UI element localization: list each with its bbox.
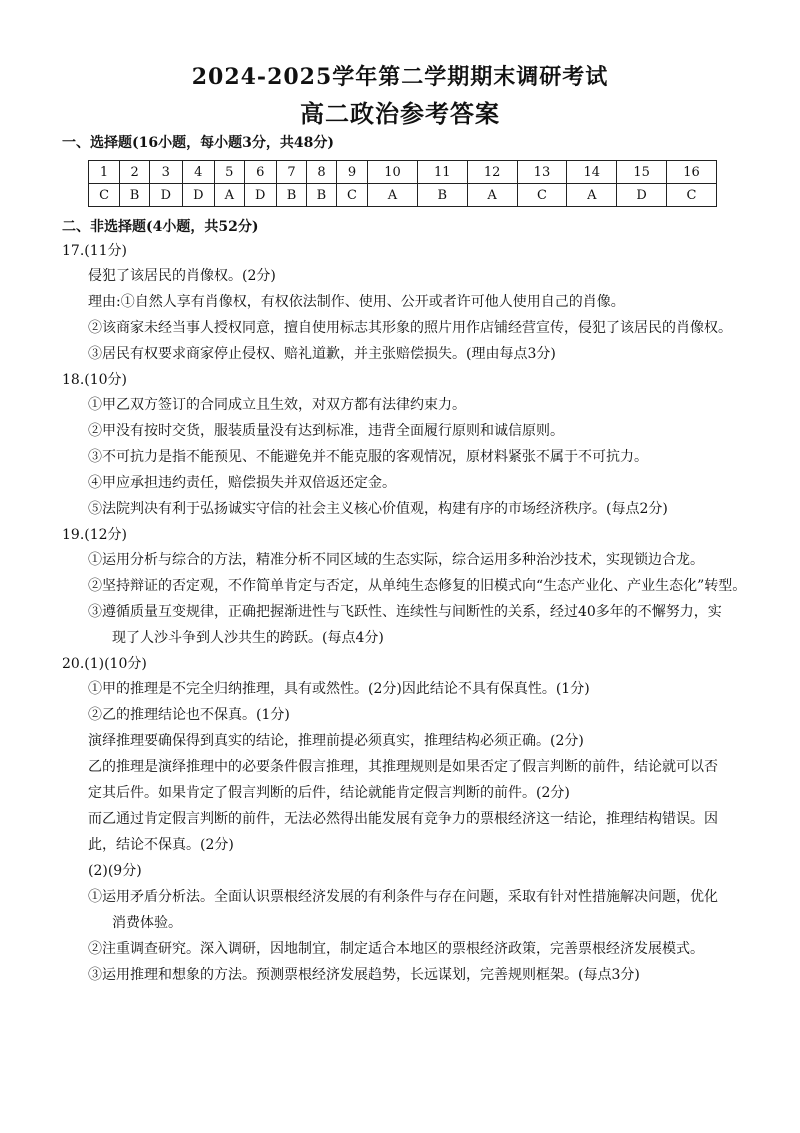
answer-line: 此，结论不保真。(2分)	[88, 837, 234, 853]
answer-line: ①运用分析与综合的方法，精准分析不同区域的生态实际，综合运用多种治沙技术，实现锁边合龙。	[88, 552, 704, 568]
answer-line: 侵犯了该居民的肖像权。(2分)	[88, 268, 276, 284]
answer-line: ①甲的推理是不完全归纳推理，具有或然性。(2分)因此结论不具有保真性。(1分)	[88, 681, 590, 697]
answer-line: 现了人沙斗争到人沙共生的跨跃。(每点4分)	[112, 630, 384, 646]
answer-line: ②注重调查研究。深入调研，因地制宜，制定适合本地区的票根经济政策，完善票根经济发展模式。	[88, 941, 704, 957]
answer-line: ①运用矛盾分析法。全面认识票根经济发展的有利条件与存在问题，采取有针对性措施解决问题，优化	[88, 889, 718, 905]
answer-line: 理由:①自然人享有肖像权，有权依法制作、使用、公开或者许可他人使用自己的肖像。	[88, 294, 625, 310]
question-18-number: 18.(10分)	[62, 372, 128, 388]
answer-line: ④甲应承担违约责任，赔偿损失并双倍返还定金。	[88, 475, 396, 491]
answer-line: 乙的推理是演绎推理中的必要条件假言推理，其推理规则是如果否定了假言判断的前件，结论就可以否	[88, 759, 718, 775]
answer-cell: A	[215, 184, 245, 207]
question-number: 7	[276, 161, 306, 184]
answer-cell: C	[336, 184, 367, 207]
question-number: 12	[467, 161, 517, 184]
question-number: 8	[306, 161, 336, 184]
answer-cell: D	[150, 184, 182, 207]
question-20-number: 20.(1)(10分)	[62, 656, 147, 672]
question-number: 10	[368, 161, 418, 184]
question-number: 6	[244, 161, 276, 184]
question-19-number: 19.(12分)	[62, 527, 128, 543]
answer-cell: D	[617, 184, 667, 207]
answer-cell: B	[417, 184, 467, 207]
question-number: 9	[336, 161, 367, 184]
choice-answer-table	[88, 160, 717, 207]
question-number: 3	[150, 161, 182, 184]
answer-line: ②甲没有按时交货，服装质量没有达到标准，违背全面履行原则和诚信原则。	[88, 423, 564, 439]
answer-cell: C	[667, 184, 717, 207]
question-number: 16	[667, 161, 717, 184]
answer-line: 演绎推理要确保得到真实的结论，推理前提必须真实，推理结构必须正确。(2分)	[88, 733, 584, 749]
question-number: 1	[89, 161, 120, 184]
answer-cell: B	[120, 184, 150, 207]
answer-line: ②该商家未经当事人授权同意，擅自使用标志其形象的照片用作店铺经营宣传，侵犯了该居民的肖像权。	[88, 320, 732, 336]
question-number: 15	[617, 161, 667, 184]
question-20-part-2: (2)(9分)	[88, 863, 142, 879]
answer-cell: A	[467, 184, 517, 207]
question-number: 11	[417, 161, 467, 184]
answer-line: ③运用推理和想象的方法。预测票根经济发展趋势，长远谋划，完善规则框架。(每点3分)	[88, 967, 640, 983]
question-17-number: 17.(11分)	[62, 243, 128, 259]
section-2-heading: 二、非选择题(4小题，共52分)	[62, 219, 259, 235]
question-number: 4	[182, 161, 214, 184]
answer-line: ②乙的推理结论也不保真。(1分)	[88, 707, 290, 723]
answer-cell: D	[182, 184, 214, 207]
question-number: 14	[567, 161, 617, 184]
answer-cell: B	[276, 184, 306, 207]
question-number: 5	[215, 161, 245, 184]
document-title: 2024-2025学年第二学期期末调研考试	[191, 64, 609, 90]
answer-line: 消费体验。	[112, 915, 182, 931]
question-number-row	[89, 161, 717, 184]
question-number: 2	[120, 161, 150, 184]
answer-cell: B	[306, 184, 336, 207]
answer-cell: A	[567, 184, 617, 207]
document-subtitle: 高二政治参考答案	[300, 99, 500, 128]
answer-line: ①甲乙双方签订的合同成立且生效，对双方都有法律约束力。	[88, 397, 466, 413]
answer-line: 而乙通过肯定假言判断的前件，无法必然得出能发展有竞争力的票根经济这一结论，推理结构错误。因	[88, 811, 718, 827]
answer-row	[89, 184, 717, 207]
answer-line: ③遵循质量互变规律，正确把握渐进性与飞跃性、连续性与间断性的关系，经过40多年的不懈努力，实	[88, 604, 722, 620]
answer-cell: C	[89, 184, 120, 207]
answer-line: ②坚持辩证的否定观，不作简单肯定与否定，从单纯生态修复的旧模式向“生态产业化、产业生态化”转型。	[88, 578, 747, 594]
answer-line: ③居民有权要求商家停止侵权、赔礼道歉，并主张赔偿损失。(理由每点3分)	[88, 346, 556, 362]
answer-line: 定其后件。如果肯定了假言判断的后件，结论就能肯定假言判断的前件。(2分)	[88, 785, 570, 801]
answer-line: ③不可抗力是指不能预见、不能避免并不能克服的客观情况，原材料紧张不属于不可抗力。	[88, 449, 648, 465]
question-number: 13	[517, 161, 567, 184]
answer-cell: A	[368, 184, 418, 207]
answer-cell: D	[244, 184, 276, 207]
answer-line: ⑤法院判决有利于弘扬诚实守信的社会主义核心价值观，构建有序的市场经济秩序。(每点2分)	[88, 501, 668, 517]
section-1-heading: 一、选择题(16小题，每小题3分，共48分)	[62, 135, 334, 151]
answer-cell: C	[517, 184, 567, 207]
